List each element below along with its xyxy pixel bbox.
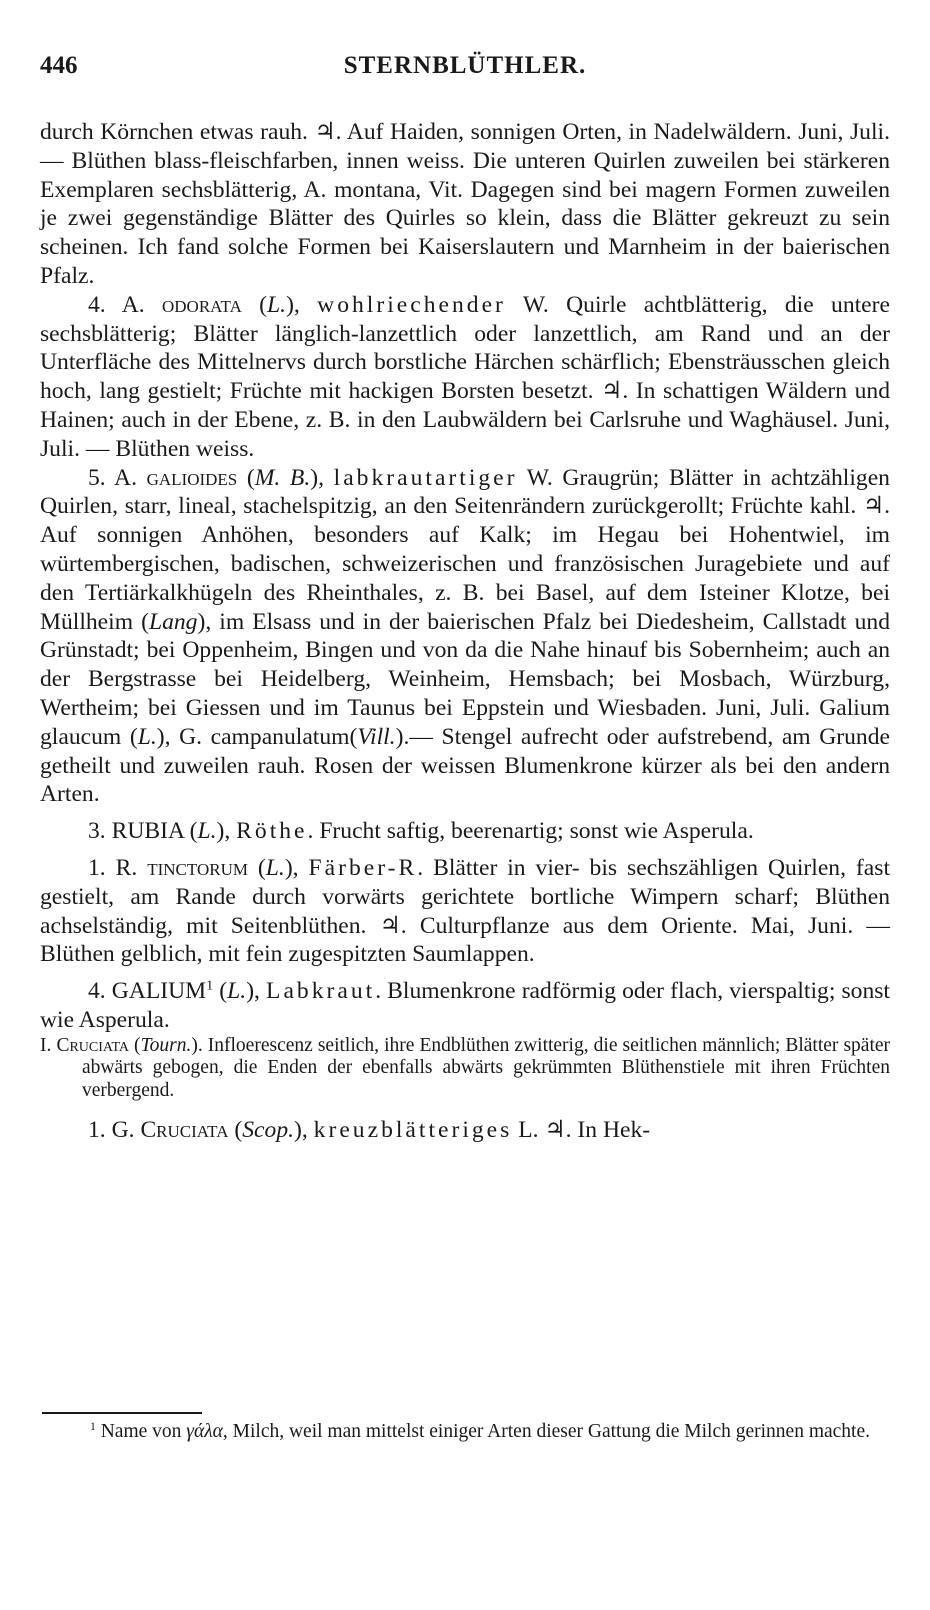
common-name: labkrautartiger <box>333 464 518 491</box>
species-name: tinctorum <box>147 854 248 881</box>
species-asperula-odorata: 4. A. odorata (L.), wohlriechender W. Quirle achtblätterig, die untere sechsblätterig; Blätter länglich-lanzettlich oder lanzettlich, am Rand und an der Unterfläche des Mittelnervs durch borstliche Härchen schärflich; Ebensträusschen gleich hoch, lang gestielt; Früchte mit hackigen Borsten besetzt. ♃. In schattigen Wäldern und Hainen; auch in der Ebene, z. B. in den Laubwäldern bei Carlsruhe und Waghäusel. Juni, Juli. — Blüthen weiss. <box>40 291 890 462</box>
common-name: kreuzblätteriges <box>313 1117 513 1144</box>
author-abbrev: L. <box>267 291 287 318</box>
common-name: Färber-R <box>308 854 418 881</box>
body-text <box>40 118 890 1145</box>
page-header <box>40 52 890 92</box>
section-name: Cruciata <box>56 1034 129 1056</box>
common-name: Labkraut <box>266 978 376 1005</box>
species-rubia-tinctorum: 1. R. tinctorum (L.), Färber-R. Blätter in vier- bis sechszähligen Quirlen, fast gestielt, am Rande durch vorwärts gerichtete bortliche Wimpern scharf; Blüthen achselständig, mit Seitenblüthen. ♃. Culturpflanze aus dem Oriente. Mai, Juni. — Blüthen gelblich, mit fein zugespitzten Saumlappen. <box>40 854 890 968</box>
species-name: galioides <box>146 464 238 491</box>
common-name: Röthe <box>236 818 308 845</box>
collector-name: Lang <box>148 608 198 635</box>
common-name: wohlriechender <box>317 291 506 318</box>
perennial-symbol: ♃ <box>379 912 401 939</box>
author-abbrev: M. B. <box>254 464 311 491</box>
running-head: STERNBLÜTHLER. <box>343 52 587 79</box>
footnote-rule <box>42 1412 202 1414</box>
genus-heading: 3. RUBIA ( <box>88 818 198 845</box>
species-galium-cruciata: 1. G. Cruciata (Scop.), kreuzblätteriges L. ♃. In Hek- <box>88 1117 651 1144</box>
genus-galium: 4. GALIUM$^1$ (L.), Labkraut. Blumenkrone radförmig oder flach, vierspaltig; sonst wie Asperula. <box>40 977 890 1033</box>
paragraph-continued: durch Körnchen etwas rauh. ♃. Auf Haiden, sonnigen Orten, in Nadelwäldern. Juni, Juli. — Blüthen blass-fleischfarben, innen weiss. Die unteren Quirlen zuweilen bei stärkeren Exemplaren sechsblätterig, A. montana, Vit. Dagegen sind bei magern Formen zuweilen je zwei gegenständige Blätter des Quirles so klein, dass die Blätter gekreuzt zu sein scheinen. Ich fand solche Formen bei Kaiserslautern und Marnheim in der baierischen Pfalz. <box>40 119 890 289</box>
page-number: 446 <box>40 52 78 79</box>
genus-heading: 4. GALIUM <box>88 978 207 1005</box>
footnote-mark: 1 <box>90 1419 96 1433</box>
perennial-symbol: ♃ <box>544 1117 566 1144</box>
perennial-symbol: ♃ <box>862 493 885 520</box>
species-asperula-galioides: 5. A. galioides (M. B.), labkrautartiger W. Graugrün; Blätter in achtzähligen Quirlen, starr, lineal, stachelspitzig, an den Seitenrändern zurückgerollt; Früchte kahl. ♃. Auf sonnigen Anhöhen, besonders auf Kalk; im Hegau bei Hohentwiel, im würtembergischen, badischen, schweizerischen und französischen Juragebiete und auf den Tertiärkalkhügeln des Rheinthales, z. B. bei Basel, auf dem Isteiner Klotze, bei Müllheim (Lang), im Elsass und in der baierischen Pfalz bei Diedesheim, Callstadt und Grünstadt; bei Oppenheim, Bingen und von da die Nahe hinauf bis Sobernheim; auch an der Bergstrasse bei Heidelberg, Weinheim, Hemsbach; bei Mosbach, Würzburg, Wertheim; bei Giessen und im Taunus bei Eppstein und Wiesbaden. Juni, Juli. Galium glaucum (L.), G. campanulatum(Vill.).— Stengel aufrecht oder aufstrebend, am Grunde getheilt und zuweilen rauh. Rosen der weissen Blumenkrone kürzer als bei den andern Arten. <box>40 464 890 808</box>
footnote-ref: 1 <box>206 977 214 994</box>
footnote: $^1$ Name von γάλα, Milch, weil man mittelst einiger Arten dieser Gattung die Milch gerinnen machte. <box>90 1419 871 1442</box>
perennial-symbol: ♃ <box>601 378 623 405</box>
genus-rubia: 3. RUBIA (L.), Röthe. Frucht saftig, beerenartig; sonst wie Asperula. <box>88 818 754 845</box>
section-cruciata: I. Cruciata (Tourn.). Infloerescenz seitlich, ihre Endblüthen zwitterig, die seitlichen männlich; Blätter später abwärts gebogen, die Enden der ebenfalls abwärts gekrümmten Blüthenstiele mit ihren Früchten verbergend. <box>40 1034 891 1101</box>
greek-word: γάλα <box>186 1421 223 1442</box>
perennial-symbol: ♃ <box>314 119 336 145</box>
species-name: odorata <box>161 291 242 318</box>
species-name: Cruciata <box>140 1117 229 1144</box>
